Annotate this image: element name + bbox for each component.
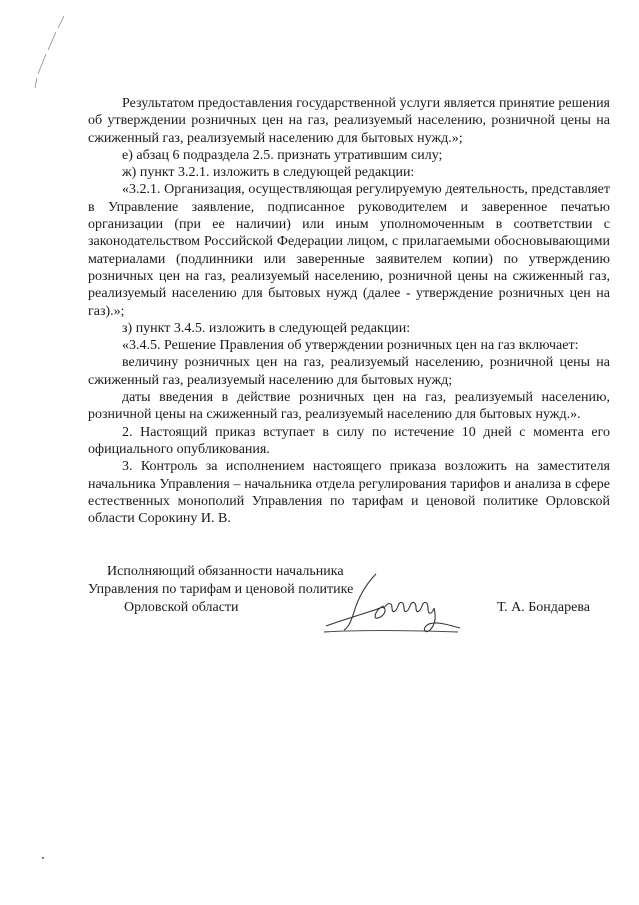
paragraph-control: 3. Контроль за исполнением настоящего приказа возложить на заместителя начальника Управления – начальника отдела регулирования тарифов и анализа в сфере естественных монополий Управления по тарифам и ценовой политике Орловской области Сорокину И. В. (88, 459, 610, 527)
paragraph-effective: 2. Настоящий приказ вступает в силу по истечение 10 дней с момента его официального опубликования. (88, 424, 610, 457)
paragraph-clause-3-4-5: «3.4.5. Решение Правления об утверждении розничных цен на газ включает: (122, 338, 579, 354)
signatory-name: Т. А. Бондарева (497, 600, 590, 615)
handwritten-signature (318, 568, 468, 636)
paragraph-item-z: з) пункт 3.4.5. изложить в следующей редакции: (122, 320, 411, 336)
scan-mark (34, 14, 68, 94)
document-body (88, 95, 610, 527)
paragraph-value: величину розничных цен на газ, реализуемый населению, розничной цены на сжиженный газ, реализуемый населению для бытовых нужд; (88, 355, 610, 388)
paragraph-dates: даты введения в действие розничных цен на газ, реализуемый населению, розничной цены на сжиженный газ, реализуемый населению для бытовых нужд.». (88, 390, 610, 423)
signatory-position-line3: Орловской области (124, 600, 239, 615)
paragraph-item-zh: ж) пункт 3.2.1. изложить в следующей редакции: (122, 165, 415, 181)
paragraph-item-e: е) абзац 6 подраздела 2.5. признать утратившим силу; (122, 147, 443, 163)
paragraph-clause-3-2-1: «3.2.1. Организация, осуществляющая регулируемую деятельность, представляет в Управление заявление, подписанное руководителем и заверенное печатью организации (при ее наличии) или иным уполномоченным в соответствии с законодательством Российской Федерации лицом, с прилагаемыми обосновывающими материалами (подлинники или заверенные заявителем копии) по утверждению розничных цен на газ, реализуемый населению, розничной цены на сжиженный газ, реализуемый населению для бытовых нужд (далее - утверждение розничных цен на газ).»; (88, 182, 610, 319)
signatory-position-line2: Управления по тарифам и ценовой политике (88, 582, 354, 597)
paragraph-result: Результатом предоставления государственной услуги является принятие решения об утверждении розничных цен на газ, реализуемый населению, розничной цены на сжиженный газ, реализуемый населению для бытовых нужд.»; (88, 96, 610, 146)
scan-dot (42, 857, 44, 859)
signatory-position-line1: Исполняющий обязанности начальника (107, 564, 344, 579)
